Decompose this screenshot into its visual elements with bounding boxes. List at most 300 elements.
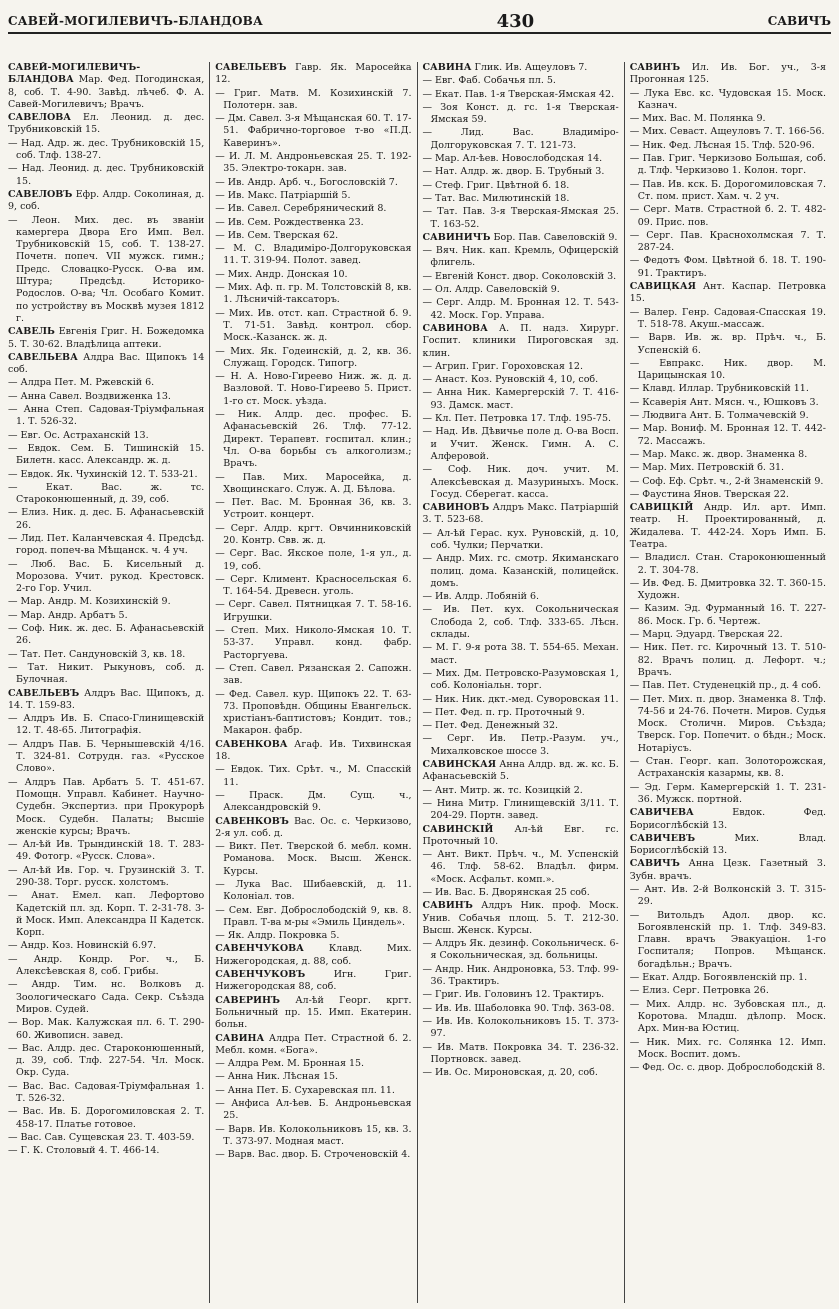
directory-entry: — Ив. Макс. Патріаршій 5. — [215, 189, 351, 201]
directory-entry-surname — [215, 943, 411, 968]
directory-entry-surname — [423, 502, 619, 527]
entry-text: Мар. Вониф. М. Бронная 12. Т. 442-72. Массажъ. — [637, 423, 826, 447]
directory-entry: — Андр. Тим. нс. Волковъ д. Зоологическаго Сада. Секр. Съѣзда Миров. Судей. — [8, 979, 205, 1015]
entry-surname: САВИНА — [422, 62, 472, 73]
directory-entry: — Варв. Вас. двор. Б. Строченовскій 4. — [215, 1149, 411, 1161]
directory-entry: — Серг. Климент. Красносельская 6. Т. 164-54. Древесн. уголь. — [215, 573, 412, 598]
entry-text: Серг. Пав. Краснохолмская 7. Т. 287-24. — [637, 229, 826, 254]
directory-entry-surname — [215, 995, 411, 1032]
entry-text: Бор. Пав. Савеловскій 9. — [490, 231, 618, 243]
entry-text: Алдръ Пав. Б. Чернышевскій 4/16. Т. 324-81. Сотрудн. газ. «Русское Слово». — [16, 738, 205, 775]
directory-entry: — Мих. Як. Годеинскій, д. 2, кв. 36. Служащ. Городск. Типогр. — [215, 345, 412, 369]
directory-entry: — Ал-ѣй Ив. Гор. ч. Грузинскій 3. Т. 290-38. Торг. русск. холстомъ. — [8, 864, 205, 888]
directory-entry: — Степ. Савел. Рязанская 2. Сапожн. зав. — [215, 662, 412, 687]
directory-entry: — Ант. Ив. 2-й Волконскій 3. Т. 315-29. — [629, 884, 826, 908]
entry-text: Пав. Григ. Черкизово Большая, соб. д. Тлф. Черкизово 1. Колон. торг. — [637, 153, 826, 177]
directory-entry: — Вас. Алдр. дес. Староконюшенный, д. 39, соб. Тлф. 227-54. Чл. Моск. Окр. Суда. — [8, 1042, 205, 1079]
directory-entry: — Анна Степ. Садовая-Тріумфальная 1. Т. 526-32. — [8, 404, 205, 428]
entry-text: Серг. Климент. Красносельская 6. Т. 164-54. Древесн. уголь. — [223, 573, 412, 598]
directory-columns — [8, 62, 831, 1303]
directory-entry: — Андр. Кондр. Рог. ч., Б. Алексѣевская 8, соб. Грибы. — [8, 953, 205, 978]
entry-text: Евдок. Сем. Б. Тишинскій 15. Билетн. касс. Александр. ж. д. — [16, 442, 205, 467]
entry-text: Люб. Вас. Б. Кисельный д. Морозова. Учит. рукод. Крестовск. 2-го Гор. Учил. — [16, 558, 205, 595]
directory-entry-surname — [423, 232, 619, 244]
directory-entry: — Пет. Мих. п. двор. Знаменка 8. Тлф. 74-56 и 24-76. Почетн. Миров. Судья Моск. Столичн. Миров. Съѣзда; Тверск. Гор. Попечит. о бѣдн.; Моск. Нотаріусъ. — [629, 693, 826, 754]
entry-text: Ник. Алдр. дес. профес. Б. Афанасьевскій 26. Тлф. 77-12. Директ. Терапевт. госпитал. клин.; Чл. О-ва борьбы съ алкоголизм.; Врачъ. — [223, 409, 412, 470]
entry-text: Мих. Як. Годеинскій, д. 2, кв. 36. Служащ. Городск. Типогр. — [223, 345, 412, 369]
entry-text: Сем. Евг. Доброслободскій 9, кв. 8. Правл. Т-ва м-ры «Эмиль Циндель». — [223, 904, 412, 928]
directory-entry: — Фаустина Янов. Тверская 22. — [629, 488, 789, 500]
directory-entry: — Мих. Вас. М. Полянка 9. — [629, 113, 766, 125]
directory-entry: — Агрип. Григ. Гороховская 12. — [422, 360, 583, 372]
entry-text: Фаустина Янов. Тверская 22. — [642, 488, 789, 500]
directory-entry-surname — [8, 62, 204, 111]
directory-entry: — Праск. Дм. Сущ. ч., Александровскій 9. — [215, 789, 412, 814]
entry-text: Ив. Савел. Серебрянический 8. — [227, 203, 387, 215]
entry-text: Анна Цезк. Газетный 3. Зубн. врачъ. — [629, 858, 826, 882]
entry-text: Тат. Никит. Рыкуновъ, соб. д. Булочная. — [16, 661, 205, 686]
entry-text: Андр. Ил. арт. Имп. театр. Н. Проектированный, д. Жидалева. Т. 442-24. Хоръ Имп. Б. Театра. — [629, 502, 826, 550]
entry-text: Соф. Ник. ж. дес. Б. Афанасьевскій 26. — [16, 623, 205, 647]
entry-text: Соф. Ник. доч. учит. М. Алексѣевская д. Мазуриныхъ. Моск. Госуд. Сберегат. касса. — [430, 464, 619, 500]
entry-text: Ник. Ник. дкт.-мед. Суворовская 11. — [435, 693, 619, 705]
entry-text: Ник. Фед. Лѣсная 15. Тлф. 520-96. — [642, 139, 815, 151]
entry-text: Ник. Мих. гс. Солянка 12. Имп. Моск. Воспит. домъ. — [637, 1036, 826, 1060]
directory-entry: — Фед. Савел. кур. Щипокъ 22. Т. 63-73. Проповѣдн. Общины Евангельск. христіанъ-баптистовъ; Кондит. тов.; Макарон. фабр. — [215, 688, 412, 737]
directory-entry-surname — [630, 807, 826, 832]
entry-text: Людвига Ант. Б. Толмачевскій 9. — [642, 410, 809, 422]
directory-entry: — Ив. Сем. Тверская 62. — [215, 229, 339, 241]
directory-entry: — Андр. Коз. Новинскій 6.97. — [8, 940, 157, 952]
directory-entry: — Над. Ив. Дѣвичье поле д. О-ва Восп. и Учит. Женск. Гимн. А. С. Алферовой. — [422, 426, 619, 462]
directory-entry: — Ант. Викт. Прѣч. ч., М. Успенскій 46. Тлф. 58-62. Владѣл. фирм. «Моск. Асфальт. комп.». — [422, 849, 619, 885]
directory-entry-surname — [630, 502, 826, 551]
entry-text: Серг. Савел. Пятницкая 7. Т. 58-16. Игрушки. — [223, 599, 412, 623]
directory-entry: — Мих. Аф. п. гр. М. Толстовскій 8, кв. 1. Лѣсничій-таксаторъ. — [215, 282, 412, 306]
directory-entry: — Ник. Алдр. дес. профес. Б. Афанасьевскій 26. Тлф. 77-12. Директ. Терапевт. госпитал. клин.; Чл. О-ва борьбы съ алкоголизм.; Врачъ. — [215, 409, 412, 470]
entry-text: Анна Савел. Воздвиженка 13. — [20, 390, 171, 402]
directory-entry-surname — [215, 1033, 411, 1058]
entry-text: Ив. Андр. Арб. ч., Богословскій 7. — [227, 176, 398, 188]
entry-text: Эд. Герм. Камергерскій 1. Т. 231-36. Мужск. портной. — [637, 781, 826, 805]
entry-text: Пет. Мих. п. двор. Знаменка 8. Тлф. 74-56 и 24-76. Почетн. Миров. Судья Моск. Столичн. Миров. Съѣзда; Тверск. Гор. Попечит. о бѣдн.; Моск. Нотаріусъ. — [637, 693, 826, 754]
entry-text: Тат. Пав. 3-я Тверская-Ямская 25. Т. 163-52. — [430, 206, 619, 230]
directory-entry: — Мар. Вониф. М. Бронная 12. Т. 442-72. Массажъ. — [629, 423, 826, 447]
page-header — [8, 10, 831, 34]
directory-entry: — Вяч. Ник. кап. Кремль, Офицерскій флигель. — [422, 245, 619, 269]
entry-text: Ник. Пет. гс. Кирочный 13. Т. 510-82. Врачъ полиц. д. Лефорт. ч.; Врачъ. — [637, 642, 826, 678]
entry-text: Н. А. Ново-Гиреево Ниж. ж. д. д. Вазловой. Т. Ново-Гиреево 5. Прист. 1-го ст. Моск. уѣзда. — [223, 371, 412, 407]
directory-entry: — Евг. Фаб. Собачья пл. 5. — [422, 75, 556, 87]
directory-entry: — Як. Алдр. Покровка 5. — [215, 930, 340, 942]
entry-surname: САВЕЛОВЪ — [8, 188, 73, 200]
entry-text: Евдок. Фед. Борисоглѣбскій 13. — [629, 807, 826, 831]
directory-entry: — Стан. Георг. кап. Золоторожская, Астраханскія казармы, кв. 8. — [629, 756, 826, 780]
entry-text: Ант. Ив. 2-й Волконскій 3. Т. 315-29. — [637, 884, 826, 908]
directory-entry: — Ол. Алдр. Савеловскій 9. — [422, 284, 560, 296]
entry-text: Ал-ѣй Евг. гс. Проточный 10. — [422, 823, 619, 847]
entry-text: Елиз. Серг. Петровка 26. — [642, 985, 769, 997]
directory-entry: — Вас. Сав. Сущевская 23. Т. 403-59. — [8, 1131, 195, 1143]
entry-surname: САВИЦКАЯ — [629, 281, 696, 293]
entry-text: Мих. Аф. п. гр. М. Толстовскій 8, кв. 1. Лѣсничій-таксаторъ. — [223, 282, 412, 306]
directory-entry: — Казим. Эд. Фурманный 16. Т. 227-86. Моск. Гр. б. Чертеж. — [629, 603, 826, 627]
directory-entry-surname — [630, 833, 826, 858]
directory-entry: — Анна Пет. Б. Сухаревская пл. 11. — [215, 1084, 395, 1096]
directory-entry: — Владисл. Стан. Староконюшенный 2. Т. 304-78. — [629, 552, 826, 576]
entry-text: Вас. Вас. Садовая-Тріумфальная 1. Т. 526-32. — [16, 1080, 205, 1105]
directory-entry: — Мих. Ив. отст. кап. Страстной б. 9. Т. 71-51. Завѣд. контрол. сбор. Моск.-Казанск. ж. д. — [215, 307, 412, 344]
directory-entry: — Алдра Пет. М. Ржевскій 6. — [8, 377, 155, 389]
entry-text: Евг. Фаб. Собачья пл. 5. — [435, 75, 556, 87]
entry-text: Пав. Мих. Маросейка, д. Хвощинскаго. Служ. А. Д. Бѣлова. — [223, 471, 412, 495]
directory-entry: — Алдръ Ив. Б. Спасо-Глинищевскій 12. Т. 48-65. Литографія. — [8, 713, 205, 737]
entry-text: Ив. Пет. кух. Сокольническая Слобода 2, соб. Тлф. 333-65. Лѣсн. склады. — [430, 604, 619, 641]
directory-entry: — Вас. Вас. Садовая-Тріумфальная 1. Т. 526-32. — [8, 1080, 205, 1105]
entry-text: Степ. Савел. Рязанская 2. Сапожн. зав. — [223, 662, 412, 687]
directory-entry: — Стеф. Григ. Цвѣтной б. 18. — [422, 179, 570, 191]
directory-entry: — Евг. Ос. Астраханскій 13. — [8, 429, 149, 441]
directory-entry: — Мар. Мих. Петровскій б. 31. — [629, 462, 785, 474]
entry-text: Ив. Алдр. Лобяній 6. — [435, 591, 540, 603]
directory-entry-surname — [8, 352, 204, 377]
entry-text: Алдръ Як. дезинф. Сокольническ. 6-я Сокольническая, зд. больницы. — [430, 938, 619, 962]
entry-text: Ант. Каспар. Петровка 15. — [629, 281, 826, 305]
entry-text: Лид. Вас. Владиміро-Долгоруковская 7. Т. 121-73. — [430, 127, 619, 151]
directory-entry: — Евдок. Сем. Б. Тишинскій 15. Билетн. касс. Александр. ж. д. — [8, 442, 205, 467]
entry-text: Мар. Ал-ѣев. Новослободская 14. — [435, 153, 603, 165]
entry-text: Ол. Алдр. Савеловскій 9. — [435, 284, 560, 296]
directory-entry: — Ив. Сем. Рождественка 23. — [215, 216, 364, 228]
entry-text: Соф. Еф. Срѣт. ч., 2-й Знаменскій 9. — [642, 475, 824, 487]
entry-text: Алдръ Вас. Щипокъ, д. 14. Т. 159-83. — [8, 687, 205, 711]
directory-entry: — Ник. Ник. дкт.-мед. Суворовская 11. — [422, 693, 619, 705]
directory-entry: — Сем. Евг. Доброслободскій 9, кв. 8. Правл. Т-ва м-ры «Эмиль Циндель». — [215, 904, 412, 928]
directory-entry: — Нина Митр. Глинищевскій 3/11. Т. 204-29. Портн. завед. — [422, 797, 619, 822]
directory-entry: — Елиз. Серг. Петровка 26. — [629, 985, 769, 997]
directory-entry: — Григ. Матв. М. Козихинскій 7. Полотерн. зав. — [215, 87, 412, 111]
directory-entry: — Мар. Макс. ж. двор. Знаменка 8. — [629, 448, 808, 460]
directory-entry: — Пав. Григ. Черкизово Большая, соб. д. Тлф. Черкизово 1. Колон. торг. — [629, 153, 826, 177]
entry-text: Владисл. Стан. Староконюшенный 2. Т. 304-78. — [637, 552, 826, 576]
entry-text: Фед. Савел. кур. Щипокъ 22. Т. 63-73. Проповѣдн. Общины Евангельск. христіанъ-баптистовъ; Кондит. тов.; Макарон. фабр. — [223, 688, 412, 737]
directory-entry: — Соф. Ник. доч. учит. М. Алексѣевская д. Мазуриныхъ. Моск. Госуд. Сберегат. касса. — [422, 464, 619, 500]
directory-entry: — Пет. Фед. п. гр. Проточный 9. — [422, 706, 585, 718]
entry-text: Ал-ѣй Ив. Трындинскій 18. Т. 283-49. Фотогр. «Русск. Слова». — [16, 839, 205, 863]
entry-text: Нина Митр. Глинищевскій 3/11. Т. 204-29. Портн. завед. — [430, 797, 619, 822]
directory-entry: — Нат. Алдр. ж. двор. Б. Трубный 3. — [422, 166, 605, 178]
entry-text: Екат. Алдр. Богоявленскій пр. 1. — [642, 972, 808, 984]
entry-text: Нат. Алдр. ж. двор. Б. Трубный 3. — [435, 166, 605, 178]
entry-text: Мих. Андр. Донская 10. — [227, 268, 348, 280]
page-number: 430 — [496, 10, 535, 32]
directory-entry: — Анна Ник. Камергерскій 7. Т. 416-93. Дамск. маст. — [422, 387, 619, 411]
directory-entry-surname — [630, 62, 826, 87]
entry-text: Клавд. Иллар. Трубниковскій 11. — [642, 383, 809, 395]
directory-entry: — Леон. Мих. дес. въ званіи камергера Двора Его Имп. Вел. Трубниковскій 15, соб. Т. 138-27. Почетн. попеч. VII мужск. гимн.; Предс. Словацко-Русск. О-ва им. Штура; Предсѣд. Историко-Родослов. О-ва; Чл. Особаго Комит. по устройству въ Москвѣ музея 1812 г. — [8, 214, 205, 324]
entry-text: Андр. Кондр. Рог. ч., Б. Алексѣевская 8, соб. Грибы. — [16, 953, 205, 978]
entry-text: Евгенія Григ. Н. Божедомка 5. Т. 30-62. Владѣлица аптеки. — [8, 326, 205, 350]
directory-entry: — Ив. Фед. Б. Дмитровка 32. Т. 360-15. Художн. — [629, 577, 827, 602]
entry-text: Екат. Пав. 1-я Тверская-Ямская 42. — [435, 88, 615, 100]
directory-entry: — Серг. Алдр. кргт. Овчинниковскій 20. Контр. Свв. ж. д. — [215, 522, 412, 546]
entry-text: Ив. Ив. Шаболовка 90. Тлф. 363-08. — [435, 1002, 615, 1014]
entry-text: Алдра Пет. Страстной б. 2. Мебл. комн. «Бога». — [215, 1032, 412, 1056]
entry-text: Ив. Фед. Б. Дмитровка 32. Т. 360-15. Художн. — [637, 577, 827, 602]
entry-text: Алдръ Пав. Арбатъ 5. Т. 451-67. Помощн. Управл. Кабинет. Научно-Судебн. Экспертиз. при Прокурорѣ Моск. Судебн. Палаты; Высшіе женскіе курсы; Врачъ. — [16, 776, 205, 837]
directory-entry: — Г. К. Столовый 4. Т. 466-14. — [8, 1145, 160, 1157]
directory-entry: — Евдок. Як. Чухинскій 12. Т. 533-21. — [8, 468, 198, 480]
entry-text: Варв. Ив. ж. вр. Прѣч. ч., Б. Успенскій 6. — [637, 332, 826, 356]
entry-text: Серг. Вас. Якское поле, 1-я ул., д. 19, соб. — [223, 548, 412, 572]
directory-entry: — Кл. Пет. Петровка 17. Тлф. 195-75. — [422, 413, 612, 425]
entry-text: Мих. Алдр. нс. Зубовская пл., д. Коротова. Младш. дѣлопр. Моск. Арх. Мин-ва Юстиц. — [637, 998, 826, 1035]
directory-entry: — Варв. Ив. Колокольниковъ 15, кв. 3. Т. 373-97. Модная маст. — [215, 1123, 412, 1147]
entry-text: Вор. Мак. Калужская пл. 6. Т. 290-60. Живописн. завед. — [16, 1017, 205, 1041]
entry-surname: САВЕЛЬЕВА — [8, 351, 78, 363]
entry-text: Мих. Влад. Борисоглѣбскій 13. — [629, 832, 826, 857]
entry-text: Ант. Викт. Прѣч. ч., М. Успенскій 46. Тлф. 58-62. Владѣл. фирм. «Моск. Асфальт. комп.». — [430, 849, 619, 885]
directory-entry: — Эд. Герм. Камергерскій 1. Т. 231-36. Мужск. портной. — [629, 781, 826, 805]
entry-text: Анфиса Ал-ѣев. Б. Андроньевская 25. — [223, 1098, 412, 1122]
directory-entry: — Ив. Вас. Б. Дворянская 25 соб. — [422, 887, 590, 898]
directory-entry: — Алдръ Пав. Б. Чернышевскій 4/16. Т. 324-81. Сотрудн. газ. «Русское Слово». — [8, 738, 205, 775]
directory-entry: — Пав. Ив. кск. Б. Дорогомиловская 7. Ст. пом. прист. Хам. ч. 2 уч. — [629, 178, 826, 202]
directory-entry: — Алдръ Як. дезинф. Сокольническ. 6-я Сокольническая, зд. больницы. — [422, 938, 619, 962]
entry-text: Варв. Вас. двор. Б. Строченовскій 4. — [227, 1149, 411, 1161]
entry-text: Мар. Фед. Погодинская, 8, соб. Т. 4-90. Завѣд. лѣчеб. Ф. А. Савей-Могилевичъ; Врачъ. — [8, 74, 205, 110]
directory-entry: — Тат. Никит. Рыкуновъ, соб. д. Булочная. — [8, 661, 205, 686]
entry-text: Алдръ Макс. Патріаршій 3. Т. 523-68. — [422, 502, 619, 526]
directory-entry-surname — [630, 858, 826, 883]
directory-entry: — Елиз. Ник. д. дес. Б. Афанасьевскій 26. — [8, 507, 205, 531]
entry-text: Валер. Генр. Садовая-Спасская 19. Т. 518-78. Акуш.-массаж. — [637, 306, 826, 330]
entry-text: Мар. Андр. М. Козихинскій 9. — [20, 596, 171, 608]
directory-entry: — Ив. Андр. Арб. ч., Богословскій 7. — [215, 176, 398, 188]
entry-text: Мар. Мих. Петровскій б. 31. — [642, 462, 785, 474]
running-head-left: САВЕЙ-МОГИЛЕВИЧЪ-БЛАНДОВА — [8, 14, 263, 28]
entry-text: Агрип. Григ. Гороховская 12. — [435, 360, 583, 372]
directory-entry: — Анна Савел. Воздвиженка 13. — [8, 390, 171, 402]
entry-text: Над. Адр. ж. дес. Трубниковскій 15, соб. Тлф. 138-27. — [16, 137, 205, 162]
entry-text: Г. К. Столовый 4. Т. 466-14. — [20, 1145, 160, 1157]
directory-entry: — Серг. Матв. Страстной б. 2. Т. 482-09. Прис. пов. — [629, 204, 826, 228]
directory-entry: — Мих. Дм. Петровско-Разумовская 1, соб. Колоніальн. торг. — [422, 667, 619, 692]
entry-text: Серг. Матв. Страстной б. 2. Т. 482-09. Прис. пов. — [637, 204, 826, 228]
directory-entry: — Анна Ник. Лѣсная 15. — [215, 1071, 339, 1083]
entry-text: Пет. Фед. Денежный 32. — [435, 720, 559, 732]
directory-entry-surname — [423, 62, 619, 74]
directory-entry: — Пав. Мих. Маросейка, д. Хвощинскаго. Служ. А. Д. Бѣлова. — [215, 471, 412, 495]
entry-text: Елиз. Ник. д. дес. Б. Афанасьевскій 26. — [16, 507, 205, 531]
entry-text: Мар. Андр. Арбатъ 5. — [20, 609, 128, 621]
entry-text: Ив. Макс. Патріаршій 5. — [227, 189, 351, 201]
entry-surname: САВИЦКІЙ — [629, 502, 694, 514]
entry-text: Лука Евс. кс. Чудовская 15. Моск. Казнач. — [637, 87, 826, 111]
entry-text: И. Л. М. Андроньевская 25. Т. 192-35. Электро-токарн. зав. — [223, 151, 412, 175]
directory-entry: — Серг. Алдр. М. Бронная 12. Т. 543-42. Моск. Гор. Управа. — [422, 297, 619, 321]
entry-text: Григ. Ив. Головинъ 12. Трактиръ. — [435, 989, 605, 1001]
directory-entry: — Викт. Пет. Тверской б. мебл. комн. Романова. Моск. Высш. Женск. Курсы. — [215, 841, 412, 877]
directory-entry-surname — [423, 323, 619, 360]
entry-text: Лука Вас. Шибаевскій, д. 11. Колоніал. тов. — [223, 879, 412, 903]
entry-text: Ив. Ив. Колокольниковъ 15. Т. 373-97. — [430, 1015, 619, 1040]
entry-surname: САВИЧЕВА — [629, 807, 694, 819]
directory-entry: — Пет. Вас. М. Бронная 36, кв. 3. Устроит. концерт. — [215, 497, 412, 521]
entry-text: Ив. Вас. Б. Дворянская 25 соб. — [435, 887, 590, 898]
directory-entry: — Ксаверія Ант. Мясн. ч., Юшковъ 3. — [629, 396, 819, 408]
entry-text: Алдръ Ник. проф. Моск. Унив. Собачья площ. 5. Т. 212-30. Высш. Женск. Курсы. — [422, 900, 619, 936]
directory-entry: — Ив. Алдр. Лобяній 6. — [422, 591, 540, 603]
entry-text: Дм. Савел. 3-я Мѣщанская 60. Т. 17-51. Фабрично-торговое т-во «П.Д. Каверинъ». — [223, 113, 412, 149]
directory-entry-surname — [630, 281, 826, 306]
directory-entry: — Екат. Пав. 1-я Тверская-Ямская 42. — [422, 88, 615, 100]
entry-text: Як. Алдр. Покровка 5. — [227, 930, 340, 942]
entry-text: Глик. Ив. Ащеуловъ 7. — [471, 62, 588, 73]
entry-text: Вас. Алдр. дес. Староконюшенный, д. 39, соб. Тлф. 227-54. Чл. Моск. Окр. Суда. — [16, 1042, 205, 1079]
directory-entry: — Ив. Ив. Колокольниковъ 15. Т. 373-97. — [422, 1015, 619, 1040]
directory-entry: — И. Л. М. Андроньевская 25. Т. 192-35. Электро-токарн. зав. — [215, 151, 412, 175]
directory-entry-surname — [8, 189, 204, 214]
entry-surname: САВЕНЧУКОВА — [215, 943, 304, 955]
directory-entry: — М. Г. 9-я рота 38. Т. 554-65. Механ. маст. — [422, 642, 619, 666]
directory-entry: — Соф. Ник. ж. дес. Б. Афанасьевскій 26. — [8, 623, 205, 647]
entry-text: Федотъ Фом. Цвѣтной б. 18. Т. 190-91. Трактиръ. — [637, 255, 826, 279]
entry-text: Гавр. Як. Маросейка 12. — [215, 62, 412, 86]
column-3 — [417, 62, 624, 1303]
entry-text: Леон. Мих. дес. въ званіи камергера Двора Его Имп. Вел. Трубниковскій 15, соб. Т. 138-27. Почетн. попеч. VII мужск. гимн.; Предс. Словацко-Русск. О-ва им. Штура; Предсѣд. Историко-Родослов. О-ва; Чл. Особаго Комит. по устройству въ Москвѣ музея 1812 г. — [16, 214, 205, 324]
directory-entry: — Ив. Савел. Серебрянический 8. — [215, 203, 387, 215]
entry-text: Ив. Матв. Покровка 34. Т. 236-32. Портновск. завед. — [430, 1041, 619, 1065]
directory-entry: — Зоя Конст. д. гс. 1-я Тверская-Ямская 59. — [422, 101, 619, 126]
entry-text: Екат. Вас. ж. тс. Староконюшенный, д. 39, соб. — [16, 481, 205, 506]
column-2 — [209, 62, 416, 1303]
entry-text: А. П. надз. Хирург. Госпит. клиники Пироговская зд. клин. — [422, 322, 619, 359]
entry-text: Варв. Ив. Колокольниковъ 15, кв. 3. Т. 373-97. Модная маст. — [223, 1123, 412, 1147]
directory-entry: — Анат. Емел. кап. Лефортово Кадетскій пл. зд. Корп. Т. 2-31-78. 3-й Моск. Имп. Александра II Кадетск. Корп. — [8, 890, 205, 939]
directory-entry: — Андр. Ник. Андроновка, 53. Тлф. 99-36. Трактиръ. — [422, 963, 619, 988]
directory-entry: — Н. А. Ново-Гиреево Ниж. ж. д. д. Вазловой. Т. Ново-Гиреево 5. Прист. 1-го ст. Моск. уѣзда. — [215, 371, 412, 407]
entry-text: Анна Пет. Б. Сухаревская пл. 11. — [227, 1084, 395, 1096]
entry-text: Лид. Пет. Каланчевская 4. Предсѣд. город. попеч-ва Мѣщанск. ч. 4 уч. — [16, 532, 205, 557]
directory-entry: — Тат. Пав. 3-я Тверская-Ямская 25. Т. 163-52. — [422, 206, 619, 230]
directory-entry: — Евдок. Тих. Срѣт. ч., М. Спасскій 11. — [215, 764, 412, 788]
directory-entry: — Серг. Савел. Пятницкая 7. Т. 58-16. Игрушки. — [215, 599, 412, 623]
directory-entry: — Людвига Ант. Б. Толмачевскій 9. — [629, 410, 809, 422]
directory-entry: — Серг. Ив. Петр.-Разум. уч., Михалковское шоссе 3. — [422, 733, 619, 757]
entry-text: Тат. Вас. Милютинскій 18. — [435, 192, 570, 204]
directory-entry-surname — [8, 112, 204, 137]
entry-text: Евпракс. Ник. двор. М. Царицынская 10. — [637, 357, 826, 382]
directory-entry: — Лука Вас. Шибаевскій, д. 11. Колоніал. тов. — [215, 879, 412, 903]
entry-surname: САВЕЛОВА — [8, 112, 72, 124]
directory-entry: — Лид. Пет. Каланчевская 4. Предсѣд. город. попеч-ва Мѣщанск. ч. 4 уч. — [8, 532, 205, 557]
directory-entry-surname — [8, 326, 204, 351]
entry-surname: САВЕЙ-МОГИЛЕВИЧЪ-БЛАНДОВА — [8, 62, 141, 86]
entry-text: Мих. Севаст. Ащеуловъ 7. Т. 166-56. — [642, 126, 825, 138]
directory-entry: — Федотъ Фом. Цвѣтной б. 18. Т. 190-91. Трактиръ. — [629, 255, 826, 279]
directory-entry: — Евгеній Конст. двор. Соколовскій 3. — [422, 270, 617, 282]
directory-entry: — Екат. Вас. ж. тс. Староконюшенный, д. 39, соб. — [8, 481, 205, 506]
directory-entry: — Ив. Ос. Мироновская, д. 20, соб. — [422, 1067, 598, 1079]
directory-entry: — Мар. Андр. Арбатъ 5. — [8, 609, 128, 621]
entry-surname: САВИНЪ — [629, 62, 681, 73]
entry-surname: САВИЧЕВЪ — [629, 832, 696, 844]
directory-entry: — Соф. Еф. Срѣт. ч., 2-й Знаменскій 9. — [629, 475, 824, 487]
directory-entry: — Вор. Мак. Калужская пл. 6. Т. 290-60. Живописн. завед. — [8, 1017, 205, 1041]
entry-text: Алдръ Ив. Б. Спасо-Глинищевскій 12. Т. 48-65. Литографія. — [16, 713, 205, 737]
entry-text: Ант. Митр. ж. тс. Козицкій 2. — [435, 784, 583, 796]
directory-entry: — Ник. Мих. гс. Солянка 12. Имп. Моск. Воспит. домъ. — [629, 1036, 826, 1060]
directory-entry: — Пав. Пет. Студенецкій пр., д. 4 соб. — [629, 680, 821, 692]
entry-text: Вас. Сав. Сущевская 23. Т. 403-59. — [20, 1131, 195, 1143]
entry-text: Над. Ив. Дѣвичье поле д. О-ва Восп. и Учит. Женск. Гимн. А. С. Алферовой. — [430, 426, 619, 462]
entry-text: Мар. Макс. ж. двор. Знаменка 8. — [642, 448, 808, 460]
entry-text: Ал-ѣй Герас. кух. Руновскій, д. 10, соб. Чулки; Перчатки. — [430, 527, 619, 551]
entry-text: Анна Ник. Лѣсная 15. — [227, 1071, 339, 1083]
directory-entry: — Серг. Вас. Якское поле, 1-я ул., д. 19, соб. — [215, 548, 412, 572]
entry-text: Ив. Сем. Рождественка 23. — [227, 216, 364, 228]
directory-entry: — Григ. Ив. Головинъ 12. Трактиръ. — [422, 989, 605, 1001]
directory-entry-surname — [215, 62, 411, 87]
entry-surname: САВЕЛЬЕВЪ — [215, 62, 287, 73]
entry-text: Евгеній Конст. двор. Соколовскій 3. — [435, 270, 617, 282]
entry-surname: САВЕРИНЪ — [215, 994, 281, 1006]
entry-text: Ксаверія Ант. Мясн. ч., Юшковъ 3. — [642, 396, 819, 408]
directory-entry: — Ив. Матв. Покровка 34. Т. 236-32. Портновск. завед. — [422, 1041, 619, 1065]
entry-text: Ефр. Алдр. Соколиная, д. 9, соб. — [8, 188, 205, 213]
entry-text: Игн. Григ. Нижегородская 88, соб. — [215, 969, 412, 993]
column-4 — [624, 62, 831, 1303]
directory-entry: — Валер. Генр. Садовая-Спасская 19. Т. 518-78. Акуш.-массаж. — [629, 306, 826, 330]
entry-text: Викт. Пет. Тверской б. мебл. комн. Романова. Моск. Высш. Женск. Курсы. — [223, 841, 412, 877]
entry-surname: САВИНОВЪ — [422, 502, 490, 514]
entry-text: Мих. Вас. М. Полянка 9. — [642, 113, 766, 125]
directory-entry: — Мих. Алдр. нс. Зубовская пл., д. Коротова. Младш. дѣлопр. Моск. Арх. Мин-ва Юстиц. — [629, 998, 826, 1035]
directory-entry: — Ив. Ив. Шаболовка 90. Тлф. 363-08. — [422, 1002, 615, 1014]
entry-text: Ел. Леонид. д. дес. Трубниковскій 15. — [8, 112, 205, 136]
entry-text: Мих. Дм. Петровско-Разумовская 1, соб. Колоніальн. торг. — [430, 667, 619, 692]
entry-text: Григ. Матв. М. Козихинскій 7. Полотерн. зав. — [223, 87, 412, 111]
entry-text: Зоя Конст. д. гс. 1-я Тверская-Ямская 59. — [430, 101, 619, 126]
directory-entry: — Мар. Ал-ѣев. Новослободская 14. — [422, 153, 603, 165]
entry-text: Анна Степ. Садовая-Тріумфальная 1. Т. 526-32. — [16, 404, 205, 428]
directory-entry: — Анфиса Ал-ѣев. Б. Андроньевская 25. — [215, 1098, 412, 1122]
entry-text: Вас. Ос. с. Черкизово, 2-я ул. соб. д. — [215, 815, 412, 839]
directory-entry: — Серг. Пав. Краснохолмская 7. Т. 287-24. — [629, 229, 826, 254]
directory-entry: — Над. Адр. ж. дес. Трубниковскій 15, соб. Тлф. 138-27. — [8, 137, 205, 162]
directory-entry: — Мар. Андр. М. Козихинскій 9. — [8, 596, 171, 608]
directory-entry: — Тат. Вас. Милютинскій 18. — [422, 192, 570, 204]
entry-text: Алдра Рем. М. Бронная 15. — [227, 1058, 365, 1070]
entry-surname: САВЕНЧУКОВЪ — [215, 969, 306, 981]
entry-text: Пав. Пет. Студенецкій пр., д. 4 соб. — [642, 680, 821, 692]
directory-entry: — Фед. Ос. с. двор. Доброслободскій 8. — [629, 1062, 826, 1074]
directory-entry: — Дм. Савел. 3-я Мѣщанская 60. Т. 17-51. Фабрично-торговое т-во «П.Д. Каверинъ». — [215, 113, 412, 149]
directory-entry: — Варв. Ив. ж. вр. Прѣч. ч., Б. Успенскій 6. — [629, 332, 826, 356]
entry-surname: САВЕЛЬ — [8, 326, 55, 338]
directory-entry: — Лид. Вас. Владиміро-Долгоруковская 7. Т. 121-73. — [422, 127, 619, 151]
entry-surname: САВИНИЧЪ — [422, 231, 491, 243]
entry-surname: САВЕНКОВЪ — [215, 815, 289, 827]
directory-entry: — Екат. Алдр. Богоявленскій пр. 1. — [629, 972, 808, 984]
entry-text: Ил. Ив. Бог. уч., 3-я Прогонная 125. — [629, 62, 826, 86]
entry-text: Серг. Алдр. кргт. Овчинниковскій 20. Контр. Свв. ж. д. — [223, 522, 412, 546]
directory-entry: — Мих. Севаст. Ащеуловъ 7. Т. 166-56. — [629, 126, 825, 138]
entry-text: Андр. Коз. Новинскій 6.97. — [20, 940, 157, 952]
directory-entry-surname — [215, 969, 411, 994]
entry-surname: САВИНЪ — [422, 900, 473, 912]
